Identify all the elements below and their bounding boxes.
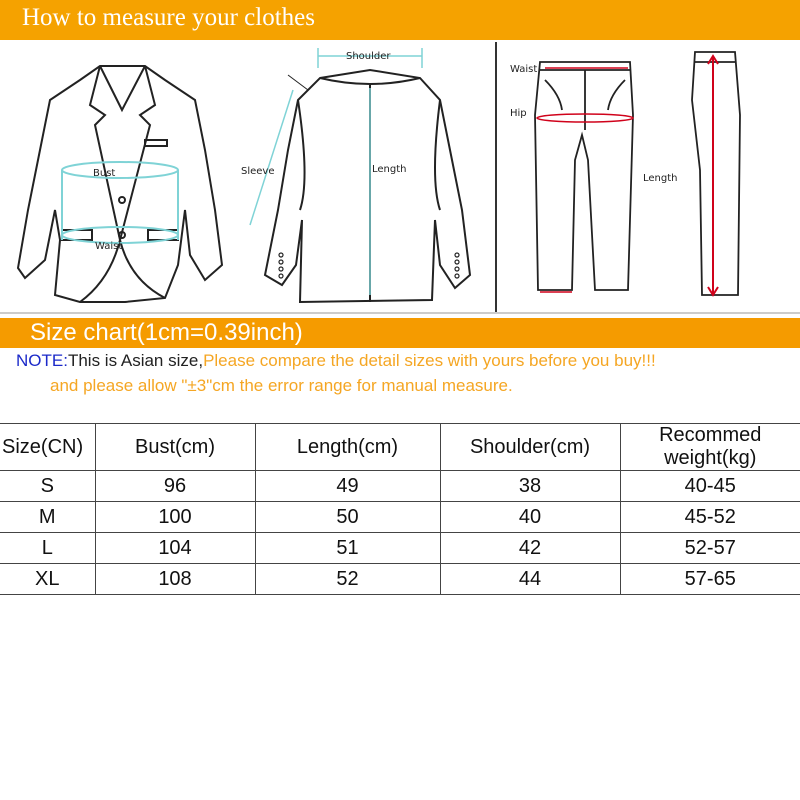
cell-length: 50	[255, 502, 440, 533]
cell-shoulder: 38	[440, 471, 620, 502]
size-chart-banner	[0, 318, 800, 348]
cell-shoulder: 40	[440, 502, 620, 533]
note-asian-size: This is Asian size,	[67, 351, 204, 370]
note-line-1	[16, 351, 656, 371]
cell-bust: 104	[95, 533, 255, 564]
pants-length-measure	[708, 56, 718, 295]
cell-bust: 96	[95, 471, 255, 502]
measurement-illustration	[0, 40, 800, 315]
size-chart-title: Size chart(1cm=0.39inch)	[30, 319, 303, 346]
header-bust: Bust(cm)	[95, 424, 255, 471]
cell-length: 52	[255, 564, 440, 595]
hip-label: Hip	[510, 108, 527, 119]
table-row	[0, 533, 800, 564]
jacket-back-drawing	[265, 70, 470, 302]
shoulder-label: Shoulder	[346, 51, 391, 62]
cell-weight: 52-57	[620, 533, 800, 564]
sleeve-label: Sleeve	[241, 166, 275, 177]
cell-bust: 100	[95, 502, 255, 533]
front-waist-label: Waist	[95, 241, 123, 252]
table-row	[0, 471, 800, 502]
note-compare: Please compare the detail sizes with yours before you buy!!!	[203, 351, 656, 370]
cell-size: XL	[0, 564, 95, 595]
header-banner	[0, 0, 800, 40]
cell-length: 51	[255, 533, 440, 564]
cell-size: L	[0, 533, 95, 564]
header-length: Length(cm)	[255, 424, 440, 471]
size-table	[0, 423, 800, 595]
header-weight: Recommed weight(kg)	[620, 424, 800, 471]
back-length-label: Length	[372, 164, 407, 175]
table-row	[0, 564, 800, 595]
cell-weight: 45-52	[620, 502, 800, 533]
cell-size: S	[0, 471, 95, 502]
note-label: NOTE:	[16, 351, 68, 370]
cell-bust: 108	[95, 564, 255, 595]
table-row	[0, 502, 800, 533]
pants-length-label: Length	[643, 173, 678, 184]
cell-weight: 40-45	[620, 471, 800, 502]
cell-weight: 57-65	[620, 564, 800, 595]
cell-shoulder: 44	[440, 564, 620, 595]
cell-length: 49	[255, 471, 440, 502]
pants-side-drawing	[692, 52, 740, 295]
cell-size: M	[0, 502, 95, 533]
header-size: Size(CN)	[0, 424, 95, 471]
jacket-front-drawing	[18, 66, 222, 302]
header-shoulder: Shoulder(cm)	[440, 424, 620, 471]
bust-label: Bust	[93, 168, 116, 179]
pants-front-drawing	[535, 62, 633, 290]
note-line-2: and please allow "±3"cm the error range for manual measure.	[50, 376, 513, 395]
table-header-row	[0, 424, 800, 471]
page-title: How to measure your clothes	[22, 4, 315, 31]
pants-waist-label: Waist	[510, 64, 538, 75]
cell-shoulder: 42	[440, 533, 620, 564]
